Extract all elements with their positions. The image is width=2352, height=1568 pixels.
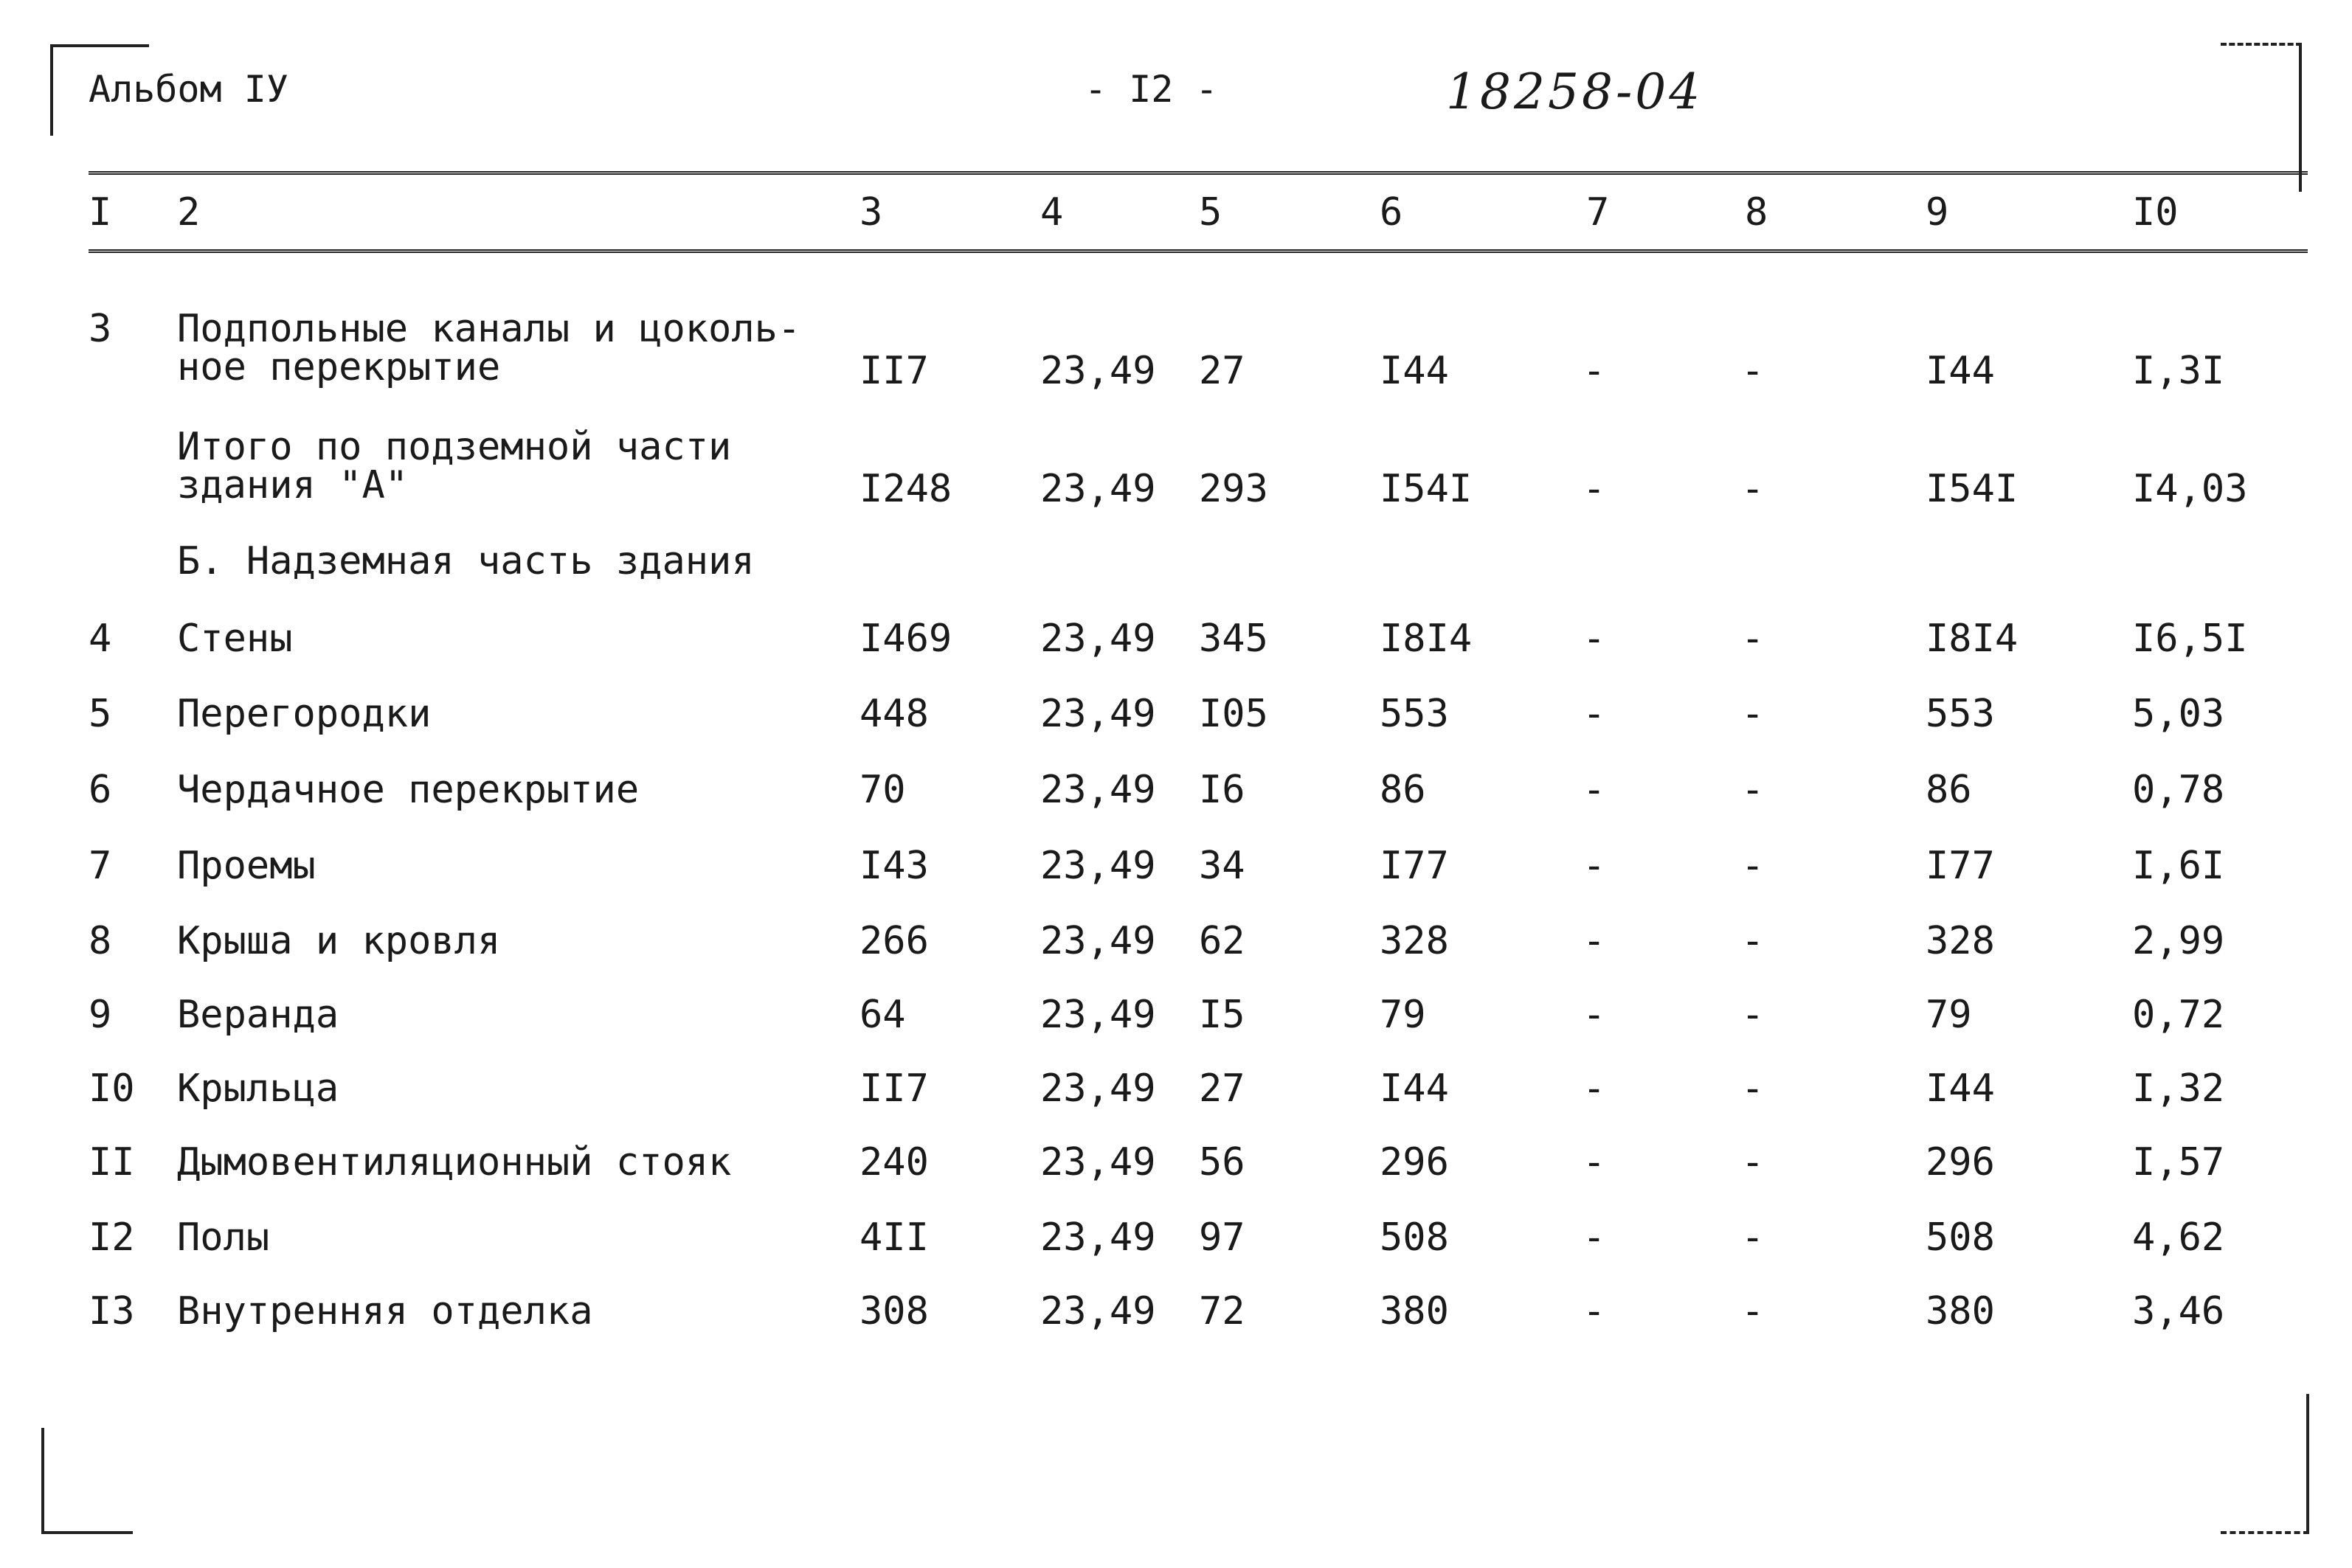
row-name: Б. Надземная часть здания (177, 539, 755, 583)
cell-c8: - (1741, 1140, 1765, 1184)
cell-c8: - (1741, 617, 1765, 661)
cell-c10: 3,46 (2132, 1289, 2225, 1333)
column-header-4: 4 (1040, 190, 1064, 235)
cell-c5: 345 (1199, 617, 1268, 661)
cell-c3: 308 (859, 1289, 929, 1333)
cell-c9: 380 (1926, 1289, 1995, 1333)
cell-c9: 328 (1926, 919, 1995, 963)
column-header-9: 9 (1926, 190, 1949, 235)
column-header-2: 2 (177, 190, 201, 235)
cell-c3: II7 (859, 1066, 929, 1111)
cell-c4: 23,49 (1040, 617, 1156, 661)
cell-c4: 23,49 (1040, 1289, 1156, 1333)
cell-c6: I54I (1380, 467, 1473, 511)
album-label: Альбом IУ (89, 68, 288, 111)
cell-c5: 72 (1199, 1289, 1245, 1333)
cell-c6: I8I4 (1380, 617, 1473, 661)
cell-c9: I44 (1926, 1066, 1995, 1111)
cell-c5: I05 (1199, 692, 1268, 736)
row-number: II (89, 1140, 135, 1184)
cell-c5: 27 (1199, 349, 1245, 393)
cell-c10: 5,03 (2132, 692, 2225, 736)
row-number: 4 (89, 617, 112, 661)
cell-c4: 23,49 (1040, 844, 1156, 888)
row-name: Веранда (177, 993, 339, 1037)
row-name: Проемы (177, 844, 316, 888)
cell-c5: I6 (1199, 768, 1245, 812)
column-header-5: 5 (1199, 190, 1222, 235)
cell-c10: I4,03 (2132, 467, 2248, 511)
cell-c7: - (1583, 1289, 1606, 1333)
cell-c4: 23,49 (1040, 1066, 1156, 1111)
cell-c5: 62 (1199, 919, 1245, 963)
row-name: Стены (177, 617, 293, 661)
row-name: Перегородки (177, 692, 432, 736)
cell-c9: 79 (1926, 993, 1972, 1037)
cell-c7: - (1583, 768, 1606, 812)
cell-c9: 86 (1926, 768, 1972, 812)
cell-c6: 296 (1380, 1140, 1449, 1184)
column-header-6: 6 (1380, 190, 1403, 235)
cell-c4: 23,49 (1040, 1215, 1156, 1260)
table-header-rule (89, 249, 2308, 253)
page-number: - I2 - (1085, 68, 1218, 111)
cell-c10: 0,78 (2132, 768, 2225, 812)
cell-c7: - (1583, 993, 1606, 1037)
row-name: Крыша и кровля (177, 919, 501, 963)
column-header-3: 3 (859, 190, 883, 235)
cell-c10: 4,62 (2132, 1215, 2225, 1260)
cell-c9: I54I (1926, 467, 2019, 511)
row-name: Чердачное перекрытие (177, 768, 640, 812)
column-header-10: I0 (2132, 190, 2179, 235)
cell-c9: I8I4 (1926, 617, 2019, 661)
cell-c10: I,3I (2132, 349, 2225, 393)
corner-mark-bottom-left (41, 1428, 133, 1534)
cell-c3: 4II (859, 1215, 929, 1260)
cell-c10: I,6I (2132, 844, 2225, 888)
row-name: Внутренняя отделка (177, 1289, 593, 1333)
cell-c5: 34 (1199, 844, 1245, 888)
cell-c6: 508 (1380, 1215, 1449, 1260)
cell-c7: - (1583, 467, 1606, 511)
row-name: Подпольные каналы и цоколь- ное перекрытие (177, 307, 801, 389)
cell-c6: 86 (1380, 768, 1426, 812)
cell-c8: - (1741, 919, 1765, 963)
cell-c9: I44 (1926, 349, 1995, 393)
cell-c7: - (1583, 617, 1606, 661)
row-number: I2 (89, 1215, 135, 1260)
corner-dash-bottom-right (2221, 1531, 2309, 1534)
row-number: 5 (89, 692, 112, 736)
cell-c8: - (1741, 1289, 1765, 1333)
cell-c8: - (1741, 993, 1765, 1037)
cell-c5: 97 (1199, 1215, 1245, 1260)
cell-c6: I44 (1380, 1066, 1449, 1111)
row-number: 3 (89, 307, 112, 351)
cell-c4: 23,49 (1040, 467, 1156, 511)
row-number: 8 (89, 919, 112, 963)
cell-c3: I43 (859, 844, 929, 888)
corner-dash-top-right (2221, 43, 2302, 46)
cell-c9: 553 (1926, 692, 1995, 736)
cell-c3: 70 (859, 768, 906, 812)
cell-c5: 27 (1199, 1066, 1245, 1111)
cell-c7: - (1583, 844, 1606, 888)
cell-c5: I5 (1199, 993, 1245, 1037)
cell-c8: - (1741, 768, 1765, 812)
cell-c4: 23,49 (1040, 349, 1156, 393)
cell-c8: - (1741, 692, 1765, 736)
cell-c10: I6,5I (2132, 617, 2248, 661)
cell-c7: - (1583, 1215, 1606, 1260)
cell-c7: - (1583, 692, 1606, 736)
cell-c6: 553 (1380, 692, 1449, 736)
cell-c10: 2,99 (2132, 919, 2225, 963)
cell-c5: 56 (1199, 1140, 1245, 1184)
cell-c3: I469 (859, 617, 952, 661)
row-name: Итого по подземной части здания "А" (177, 425, 732, 507)
row-number: 6 (89, 768, 112, 812)
cell-c9: 508 (1926, 1215, 1995, 1260)
cell-c3: 240 (859, 1140, 929, 1184)
cell-c4: 23,49 (1040, 768, 1156, 812)
cell-c4: 23,49 (1040, 692, 1156, 736)
row-name: Полы (177, 1215, 270, 1260)
cell-c7: - (1583, 1140, 1606, 1184)
table-top-rule (89, 171, 2308, 175)
cell-c8: - (1741, 467, 1765, 511)
cell-c6: 79 (1380, 993, 1426, 1037)
row-number: I0 (89, 1066, 135, 1111)
cell-c10: I,57 (2132, 1140, 2225, 1184)
cell-c8: - (1741, 1066, 1765, 1111)
column-header-7: 7 (1586, 190, 1610, 235)
cell-c3: 448 (859, 692, 929, 736)
corner-mark-top-right (2218, 44, 2302, 192)
row-number: I3 (89, 1289, 135, 1333)
cell-c3: 64 (859, 993, 906, 1037)
column-header-1: I (89, 190, 112, 235)
cell-c10: I,32 (2132, 1066, 2225, 1111)
cell-c3: 266 (859, 919, 929, 963)
cell-c6: I44 (1380, 349, 1449, 393)
row-number: 7 (89, 844, 112, 888)
row-name: Крыльца (177, 1066, 339, 1111)
cell-c5: 293 (1199, 467, 1268, 511)
row-name: Дымовентиляционный стояк (177, 1140, 732, 1184)
cell-c8: - (1741, 1215, 1765, 1260)
cell-c4: 23,49 (1040, 993, 1156, 1037)
corner-mark-bottom-right (2218, 1394, 2309, 1534)
cell-c7: - (1583, 349, 1606, 393)
cell-c8: - (1741, 844, 1765, 888)
column-header-8: 8 (1745, 190, 1768, 235)
cell-c3: I248 (859, 467, 952, 511)
cell-c7: - (1583, 1066, 1606, 1111)
cell-c7: - (1583, 919, 1606, 963)
cell-c6: I77 (1380, 844, 1449, 888)
cell-c9: 296 (1926, 1140, 1995, 1184)
cell-c9: I77 (1926, 844, 1995, 888)
cell-c3: II7 (859, 349, 929, 393)
cell-c4: 23,49 (1040, 1140, 1156, 1184)
cell-c8: - (1741, 349, 1765, 393)
cell-c10: 0,72 (2132, 993, 2225, 1037)
row-number: 9 (89, 993, 112, 1037)
cell-c6: 380 (1380, 1289, 1449, 1333)
document-number: 18258-04 (1446, 63, 1704, 120)
cell-c6: 328 (1380, 919, 1449, 963)
cell-c4: 23,49 (1040, 919, 1156, 963)
